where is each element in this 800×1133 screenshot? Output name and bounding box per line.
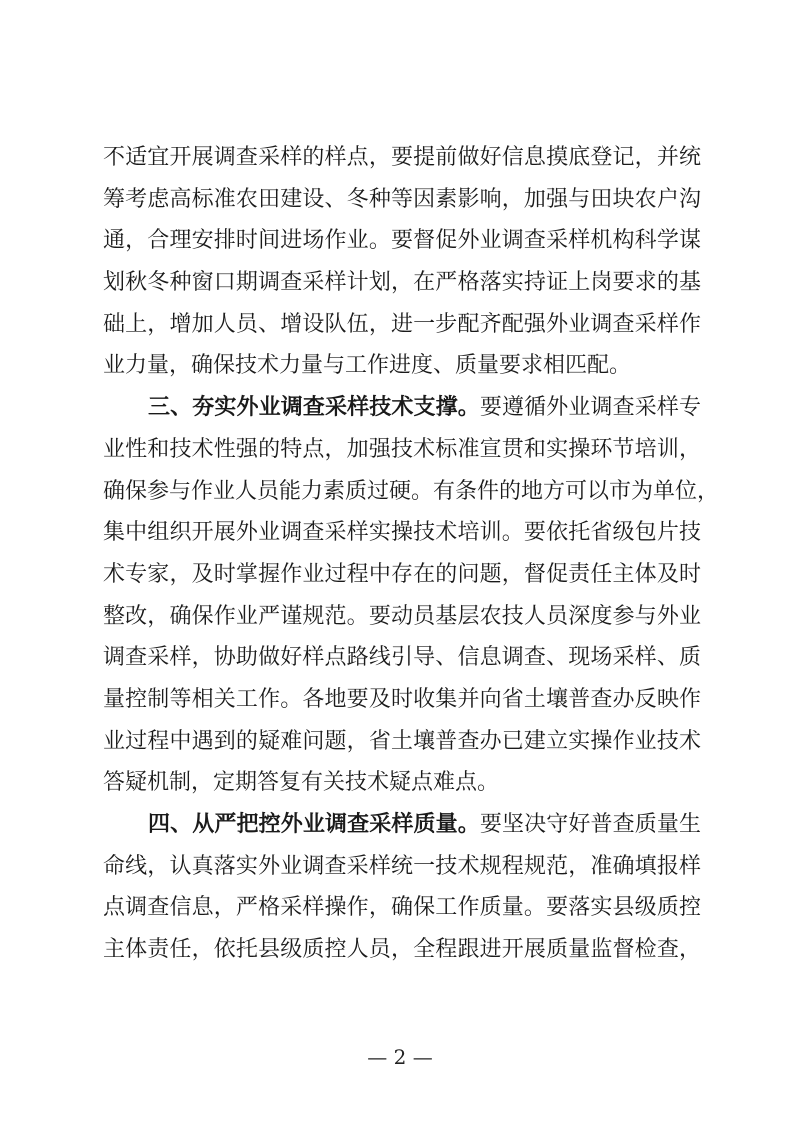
text-line: 业过程中遇到的疑难问题，省土壤普查办已建立实操作业技术: [103, 728, 701, 754]
paragraph-section-4: [103, 804, 701, 971]
text-line: 点调查信息，严格采样操作，确保工作质量。要落实县级质控: [103, 895, 701, 921]
document-body: [103, 137, 720, 971]
text-line: 不适宜开展调查采样的样点，要提前做好信息摸底登记，并统: [103, 145, 701, 170]
text-line: 术专家，及时掌握作业过程中存在的问题，督促责任主体及时: [103, 561, 701, 587]
text-span: 要遵循外业调查采样专: [479, 395, 701, 421]
text-line: 筹考虑高标准农田建设、冬种等因素影响，加强与田块农户沟: [103, 186, 701, 212]
paragraph-1: [103, 137, 701, 387]
text-line: 整改，确保作业严谨规范。要动员基层农技人员深度参与外业: [103, 603, 701, 629]
text-line: 业性和技术性强的特点，加强技术标准宣贯和实操环节培训，: [103, 436, 701, 462]
page-number: — 2 —: [367, 1045, 433, 1069]
text-line: 集中组织开展外业调查采样实操技术培训。要依托省级包片技: [103, 520, 701, 546]
text-line: 主体责任，依托县级质控人员，全程跟进开展质量监督检查，: [103, 937, 701, 963]
section-heading: 三、夯实外业调查采样技术支撑。: [148, 394, 480, 421]
text-line: 础上，增加人员、增设队伍，进一步配齐配强外业调查采样作: [103, 311, 701, 337]
text-line: 调查采样，协助做好样点路线引导、信息调查、现场采样、质: [103, 645, 701, 671]
text-line: 确保参与作业人员能力素质过硬。有条件的地方可以市为单位，: [103, 478, 720, 504]
text-line: 业力量，确保技术力量与工作进度、质量要求相匹配。: [103, 353, 632, 379]
text-line: 划秋冬种窗口期调查采样计划，在严格落实持证上岗要求的基: [103, 270, 701, 296]
text-line: 通，合理安排时间进场作业。要督促外业调查采样机构科学谋: [103, 228, 701, 254]
section-heading: 四、从严把控外业调查采样质量。: [148, 811, 480, 837]
text-span: 要坚决守好普查质量生: [479, 812, 701, 837]
text-line: 答疑机制，定期答复有关技术疑点难点。: [103, 770, 500, 796]
paragraph-section-3: [103, 387, 720, 804]
text-line: [103, 387, 701, 429]
text-line: [103, 804, 701, 846]
text-line: 量控制等相关工作。各地要及时收集并向省土壤普查办反映作: [103, 686, 701, 712]
text-line: 命线，认真落实外业调查采样统一技术规程规范，准确填报样: [103, 853, 701, 879]
